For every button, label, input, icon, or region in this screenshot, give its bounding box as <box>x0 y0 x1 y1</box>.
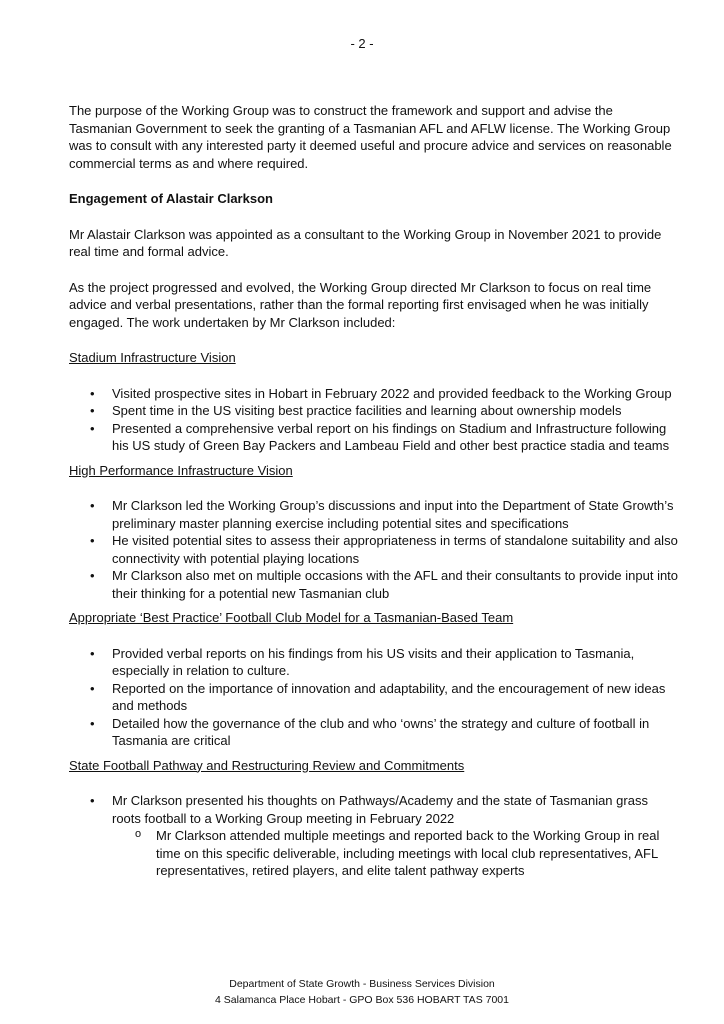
paragraph: Mr Alastair Clarkson was appointed as a consultant to the Working Group in November 2021 to provide real time and formal advice. <box>69 226 662 259</box>
subsection-title-stadium: Stadium Infrastructure Vision <box>69 350 236 365</box>
bullet-item: • Mr Clarkson led the Working Group’s discussions and input into the Department of State Growth’s preliminary master planning exercise including potential sites and specifications <box>69 497 679 532</box>
bullet-list <box>69 792 679 880</box>
bullet-item: • Presented a comprehensive verbal report on his findings on Stadium and Infrastructure following his US study of Green Bay Packers and Lambeau Field and other best practice stadia and teams <box>69 420 679 455</box>
subsection-title-club-model: Appropriate ‘Best Practice’ Football Club Model for a Tasmanian-Based Team <box>69 610 514 625</box>
page-footer <box>0 976 724 1008</box>
subsection-title-pathway: State Football Pathway and Restructuring Review and Commitments <box>69 757 465 773</box>
bullet-list <box>69 385 679 455</box>
sub-bullet-item: o Mr Clarkson attended multiple meetings and reported back to the Working Group in real time on this specific deliverable, including meetings with local club representatives, AFL representatives, retired players, and elite talent pathway experts <box>69 827 679 880</box>
document-body <box>69 102 679 887</box>
sub-bullet-list <box>112 827 679 880</box>
paragraph: As the project progressed and evolved, the Working Group directed Mr Clarkson to focus on real time advice and verbal presentations, rather than the formal reporting first envisaged when he was initially engaged. The work undertaken by Mr Clarkson included: <box>69 279 652 330</box>
bullet-item: • Provided verbal reports on his findings from his US visits and their application to Tasmania, especially in relation to culture. <box>69 645 679 680</box>
bullet-item: • He visited potential sites to assess their appropriateness in terms of standalone suitability and also connectivity with potential playing locations <box>69 532 679 567</box>
bullet-item: • Reported on the importance of innovation and adaptability, and the encouragement of new ideas and methods <box>69 680 679 715</box>
bullet-list <box>69 645 679 750</box>
subsection-title-high-performance: High Performance Infrastructure Vision <box>69 462 293 478</box>
footer-department: Department of State Growth - Business Services Division <box>229 978 495 990</box>
bullet-list <box>69 497 679 602</box>
bullet-item: • Mr Clarkson also met on multiple occasions with the AFL and their consultants to provide input into their thinking for a potential new Tasmanian club <box>69 567 679 602</box>
bullet-item: • Spent time in the US visiting best practice facilities and learning about ownership models <box>69 402 679 420</box>
page-number: - 2 - <box>350 36 374 51</box>
intro-paragraph: The purpose of the Working Group was to construct the framework and support and advise the Tasmanian Government to seek the granting of a Tasmanian AFL and AFLW license. The Working Group was to consult with any interested party it deemed useful and procure advice and services on reasonable commercial terms as and where required. <box>69 103 672 171</box>
bullet-item <box>69 792 679 880</box>
bullet-item-text: Mr Clarkson presented his thoughts on Pathways/Academy and the state of Tasmanian grass roots football to a Working Group meeting in February 2022 <box>112 793 648 826</box>
bullet-item: • Detailed how the governance of the club and who ‘owns’ the strategy and culture of football in Tasmania are critical <box>69 715 679 750</box>
footer-address: 4 Salamanca Place Hobart - GPO Box 536 HOBART TAS 7001 <box>215 994 509 1006</box>
section-heading: Engagement of Alastair Clarkson <box>69 191 273 206</box>
bullet-item: • Visited prospective sites in Hobart in February 2022 and provided feedback to the Working Group <box>69 385 679 403</box>
